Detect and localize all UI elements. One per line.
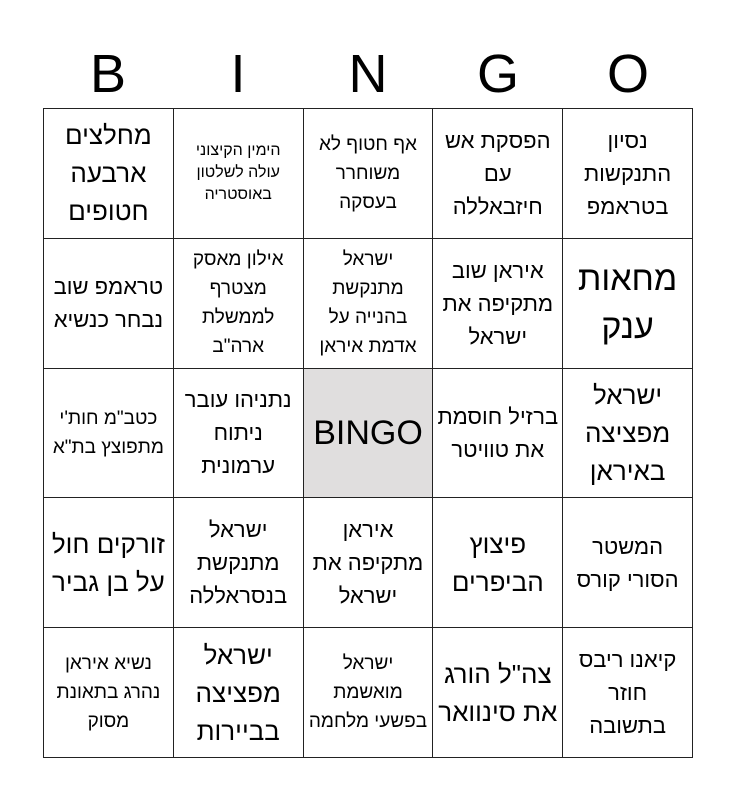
bingo-cell-text: ישראל מואשמת בפשעי מלחמה bbox=[308, 653, 428, 733]
bingo-free-space[interactable] bbox=[304, 369, 434, 499]
bingo-cell-r2-c4[interactable] bbox=[563, 369, 693, 499]
bingo-cell-text: ישראל מתנקשת בהנייה על אדמת איראן bbox=[319, 249, 417, 358]
bingo-cell-text: ברזיל חוסמת את טוויטר bbox=[437, 403, 559, 462]
bingo-cell-text: כטב"מ חות'י מתפוצץ בת"א bbox=[52, 407, 164, 458]
bingo-cell-text: צה"ל הורג את סינוואר bbox=[438, 658, 558, 727]
bingo-cell-text: מחלצים ארבעה חטופים bbox=[65, 120, 152, 227]
bingo-cell-text: הימין הקיצוני עולה לשלטון באוסטריה bbox=[195, 142, 281, 204]
bingo-cell-r3-c0[interactable] bbox=[44, 498, 174, 628]
bingo-cell-r1-c4[interactable] bbox=[563, 239, 693, 369]
bingo-cell-text: קיאנו ריבס חוזר בתשובה bbox=[578, 647, 677, 739]
header-letter-n: N bbox=[348, 44, 388, 104]
bingo-cell-r4-c3[interactable] bbox=[433, 628, 563, 758]
bingo-cell-r1-c1[interactable] bbox=[174, 239, 304, 369]
bingo-cell-r4-c1[interactable] bbox=[174, 628, 304, 758]
bingo-cell-text: פיצוץ הביפרים bbox=[451, 528, 544, 597]
bingo-cell-r4-c0[interactable] bbox=[44, 628, 174, 758]
header-letter-o: O bbox=[606, 44, 649, 104]
bingo-cell-text: ישראל מפציצה באיראן bbox=[584, 379, 671, 486]
bingo-cell-r3-c3[interactable] bbox=[433, 498, 563, 628]
bingo-cell-text: ישראל מתנקשת בנסראללה bbox=[189, 517, 288, 609]
free-space-label: BINGO bbox=[313, 413, 423, 452]
bingo-cell-text: המשטר הסורי קורס bbox=[576, 533, 679, 592]
bingo-cell-r1-c2[interactable] bbox=[304, 239, 434, 369]
bingo-cell-text: איראן מתקיפה את ישראל bbox=[312, 517, 424, 609]
bingo-cell-r0-c1[interactable] bbox=[174, 109, 304, 239]
header-letter-b: B bbox=[89, 44, 127, 104]
bingo-cell-text: איראן שוב מתקיפה את ישראל bbox=[442, 257, 554, 349]
bingo-cell-text: נתניהו עובר ניתוח ערמונית bbox=[184, 387, 292, 479]
bingo-cell-text: נשיא איראן נהרג בתאונת מסוק bbox=[56, 653, 161, 733]
bingo-cell-r0-c2[interactable] bbox=[304, 109, 434, 239]
bingo-header bbox=[43, 40, 693, 108]
bingo-cell-r2-c1[interactable] bbox=[174, 369, 304, 499]
header-letter-i: I bbox=[230, 44, 246, 104]
bingo-cell-r2-c3[interactable] bbox=[433, 369, 563, 499]
bingo-cell-r3-c1[interactable] bbox=[174, 498, 304, 628]
bingo-cell-r4-c4[interactable] bbox=[563, 628, 693, 758]
bingo-cell-r1-c3[interactable] bbox=[433, 239, 563, 369]
bingo-cell-r0-c3[interactable] bbox=[433, 109, 563, 239]
bingo-cell-r4-c2[interactable] bbox=[304, 628, 434, 758]
bingo-cell-text: ישראל מפציצה בביירות bbox=[195, 639, 281, 746]
bingo-cell-text: אף חטוף לא משוחרר בעסקה bbox=[318, 133, 417, 213]
bingo-cell-text: טראמפ שוב נבחר כנשיא bbox=[53, 274, 164, 333]
bingo-cell-r0-c0[interactable] bbox=[44, 109, 174, 239]
bingo-cell-text: נסיון התנקשות בטראמפ bbox=[583, 127, 672, 219]
bingo-cell-r0-c4[interactable] bbox=[563, 109, 693, 239]
bingo-cell-text: זורקים חול על בן גביר bbox=[51, 528, 165, 597]
bingo-cell-r3-c2[interactable] bbox=[304, 498, 434, 628]
header-letter-g: G bbox=[476, 44, 519, 104]
bingo-cell-r1-c0[interactable] bbox=[44, 239, 174, 369]
bingo-cell-text: מחאות ענק bbox=[577, 260, 678, 347]
bingo-cell-text: הפסקת אש עם חיזבאללה bbox=[445, 127, 551, 219]
bingo-cell-text: אילון מאסק מצטרף לממשלת ארה"ב bbox=[192, 249, 284, 358]
bingo-card bbox=[43, 108, 693, 758]
bingo-cell-r2-c0[interactable] bbox=[44, 369, 174, 499]
bingo-cell-r3-c4[interactable] bbox=[563, 498, 693, 628]
